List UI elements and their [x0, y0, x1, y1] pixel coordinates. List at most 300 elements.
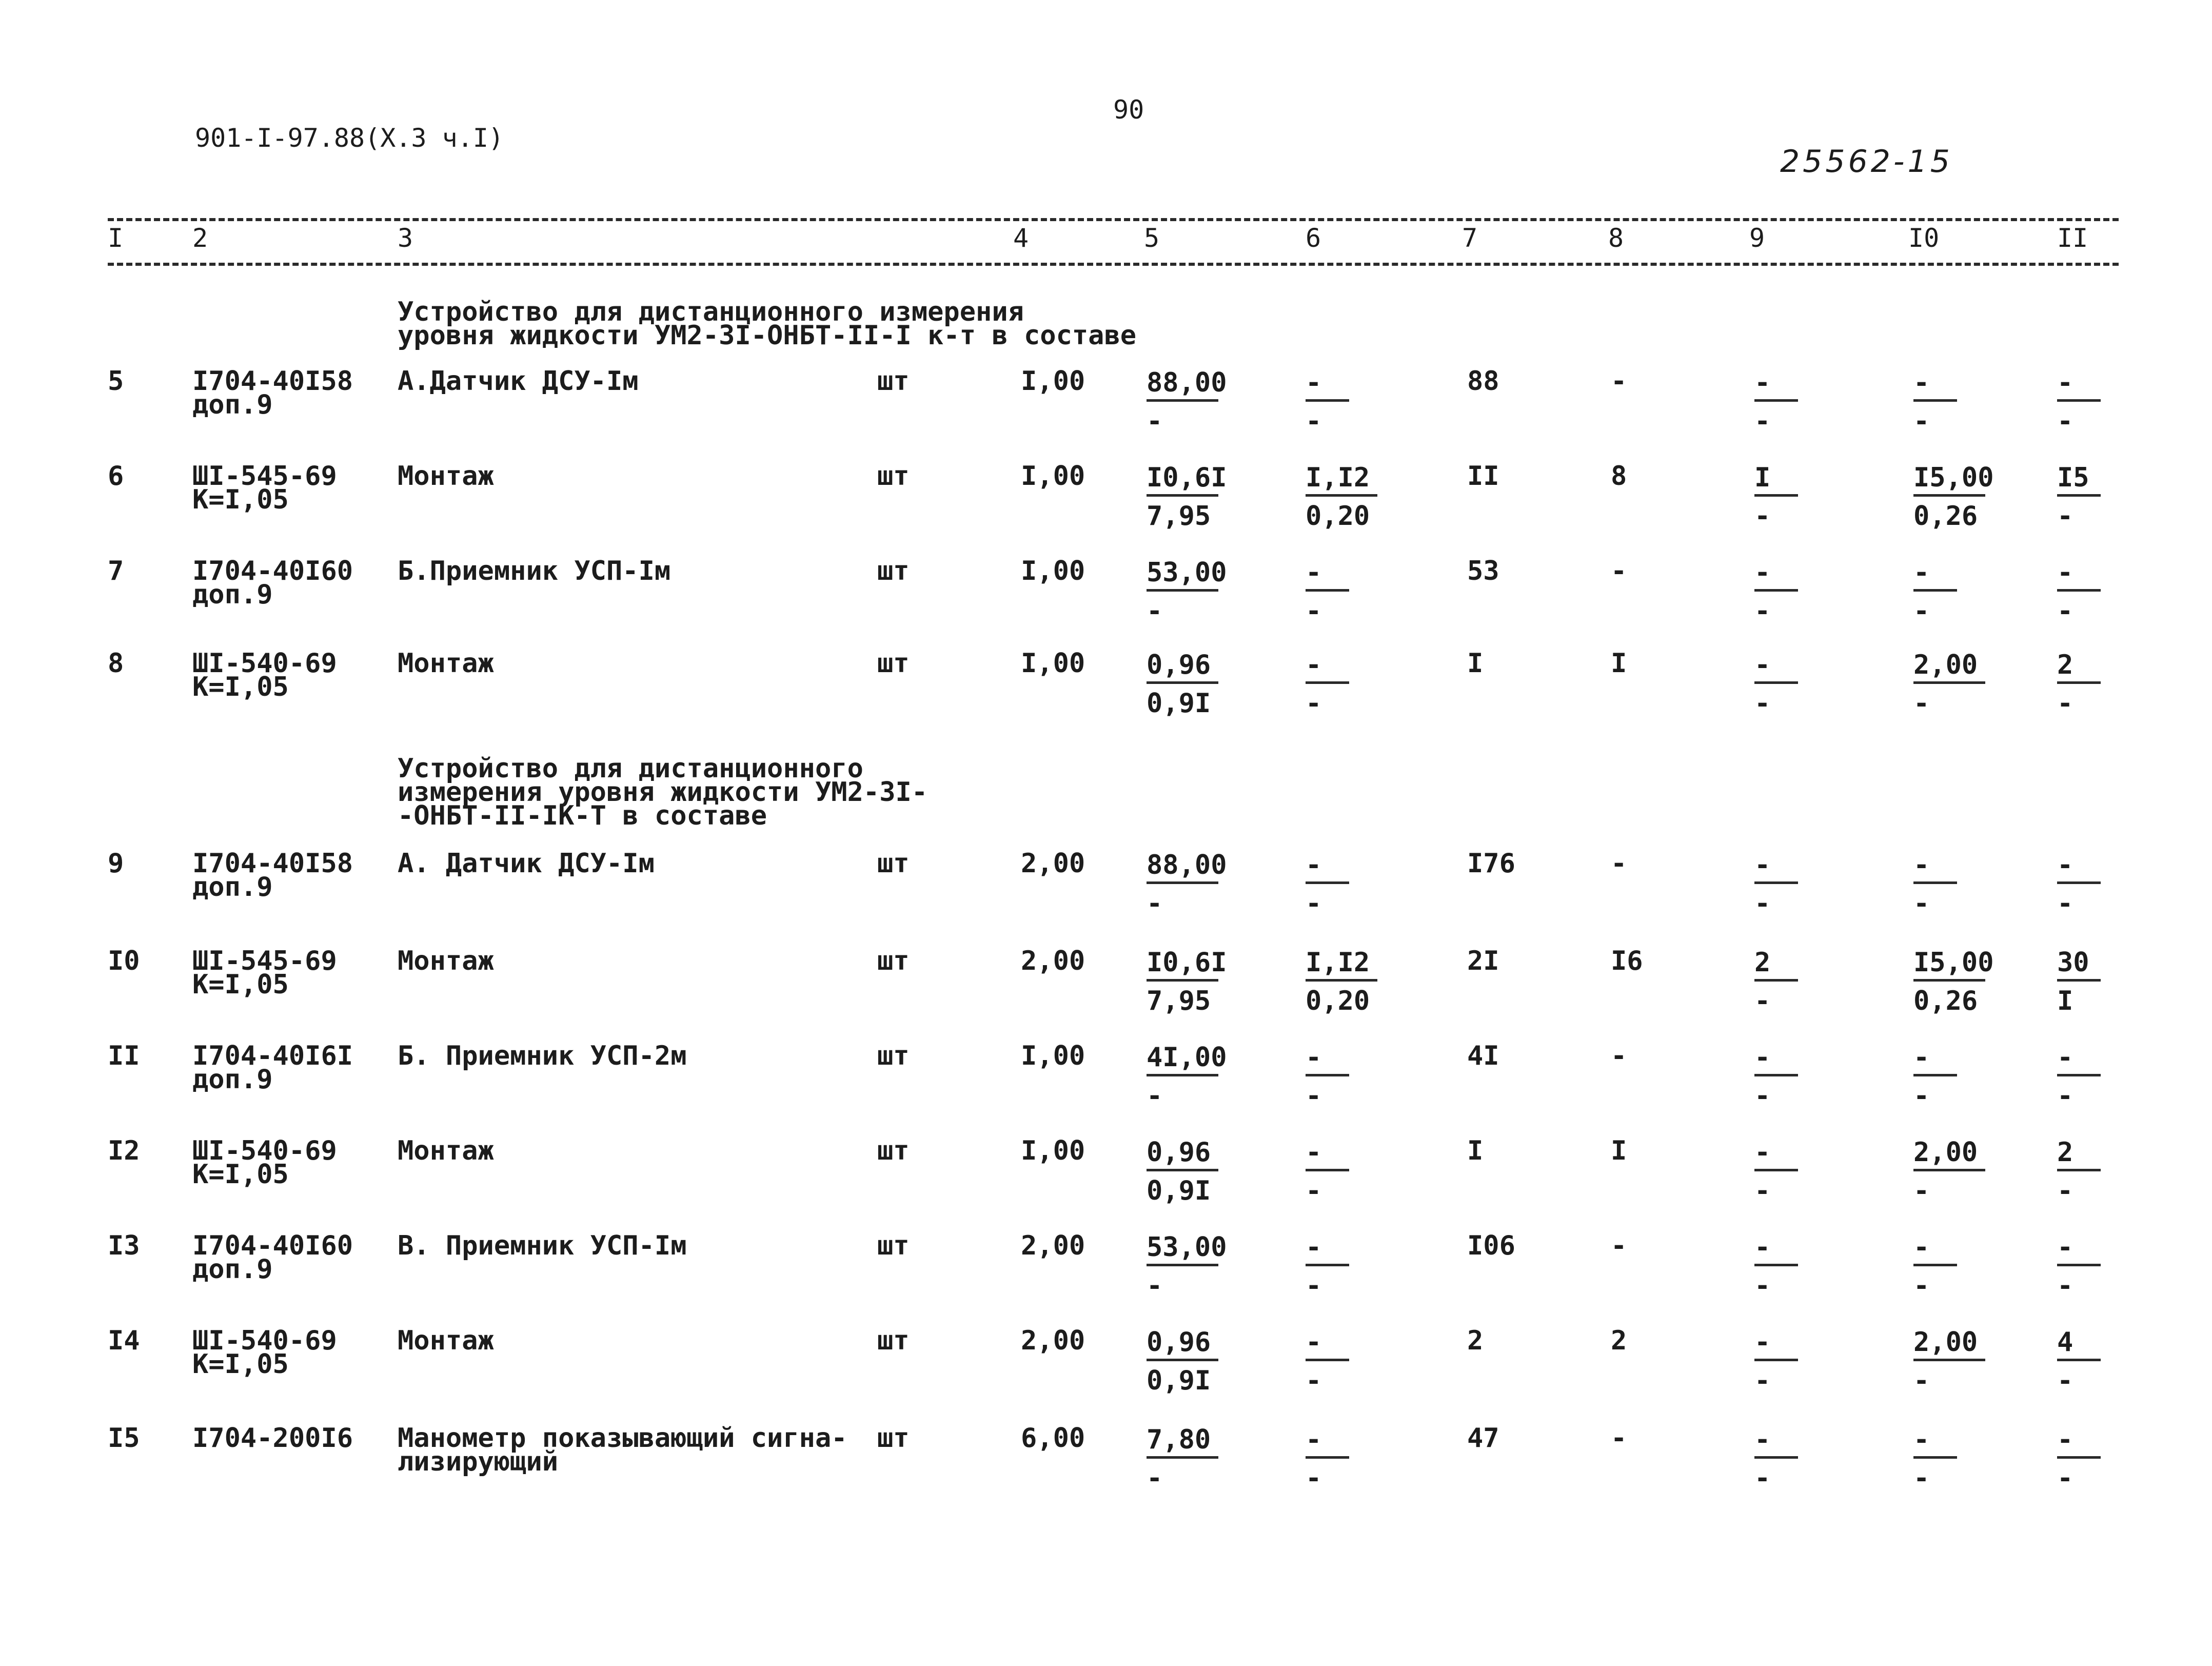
fraction-c6	[1306, 559, 1349, 624]
c10-denominator: -	[1913, 1463, 1930, 1494]
fraction-c6	[1306, 1234, 1349, 1299]
c5-numerator: 88,00	[1147, 850, 1227, 880]
fraction-c6	[1306, 852, 1349, 917]
header-rule-bottom	[108, 263, 2119, 266]
fraction-c10	[1913, 1234, 1957, 1299]
fraction-bar	[1147, 681, 1218, 684]
fraction-c11	[2057, 949, 2101, 1014]
c6-denominator: -	[1306, 688, 1322, 719]
c10-numerator: -	[1913, 557, 1930, 588]
fraction-bar	[1913, 1359, 1985, 1361]
fraction-c11	[2057, 1329, 2101, 1394]
fraction-c5	[1147, 559, 1227, 624]
column-number: 4	[1013, 223, 1029, 253]
fraction-c11	[2057, 1139, 2101, 1204]
c10-numerator: I5,00	[1913, 462, 1994, 493]
fraction-c5	[1147, 369, 1227, 435]
c11-numerator: -	[2057, 557, 2073, 588]
row-number: I4	[108, 1325, 140, 1356]
wages-total: -	[1611, 1041, 1627, 1071]
fraction-c10	[1913, 559, 1957, 624]
column-number: 5	[1144, 223, 1160, 253]
fraction-c6	[1306, 1329, 1349, 1394]
fraction-bar	[1913, 1169, 1985, 1171]
fraction-c9	[1754, 652, 1798, 717]
c6-numerator: I,I2	[1306, 462, 1370, 493]
item-name: Монтаж	[398, 648, 494, 679]
fraction-c9	[1754, 1426, 1798, 1492]
fraction-bar	[1754, 589, 1798, 592]
c6-denominator: -	[1306, 888, 1322, 919]
c5-denominator: 0,9I	[1147, 1365, 1211, 1396]
fraction-bar	[2057, 1264, 2101, 1266]
c11-denominator: -	[2057, 1081, 2073, 1111]
fraction-bar	[2057, 399, 2101, 402]
column-number: 3	[398, 223, 413, 253]
c10-numerator: -	[1913, 850, 1930, 880]
fraction-c9	[1754, 1234, 1798, 1299]
c6-denominator: -	[1306, 1175, 1322, 1206]
total-cost: 2	[1467, 1325, 1484, 1356]
fraction-c6	[1306, 949, 1377, 1014]
c5-numerator: 0,96	[1147, 650, 1211, 680]
fraction-bar	[1306, 979, 1377, 982]
fraction-bar	[1306, 494, 1377, 497]
c9-denominator: -	[1754, 596, 1771, 626]
item-name: Манометр показывающий сигна- лизирующий	[398, 1423, 847, 1477]
fraction-bar	[1147, 881, 1218, 884]
fraction-bar	[2057, 1169, 2101, 1171]
fraction-c9	[1754, 559, 1798, 624]
fraction-bar	[1754, 494, 1798, 497]
fraction-bar	[1913, 399, 1957, 402]
c6-denominator: -	[1306, 1365, 1322, 1396]
c10-numerator: -	[1913, 1424, 1930, 1455]
column-number: 8	[1608, 223, 1624, 253]
c11-numerator: I5	[2057, 462, 2089, 493]
resource-code: I704-40I60 доп.9	[192, 556, 353, 610]
fraction-bar	[1913, 589, 1957, 592]
total-cost: 4I	[1467, 1041, 1499, 1071]
c6-denominator: -	[1306, 596, 1322, 626]
fraction-c5	[1147, 1329, 1218, 1394]
fraction-c10	[1913, 1139, 1985, 1204]
unit: шт	[877, 1041, 910, 1071]
c5-denominator: 7,95	[1147, 986, 1211, 1016]
resource-code: ШI-540-69 К=I,05	[192, 1325, 337, 1380]
section-heading: Устройство для дистанционного измерения уровня жидкости УМ2-3I-ОНБТ-II-I к-т в составе	[398, 297, 1137, 351]
c6-numerator: -	[1306, 1232, 1322, 1263]
page-number: 90	[1113, 95, 1144, 125]
wages-total: 8	[1611, 461, 1627, 492]
c11-denominator: -	[2057, 1175, 2073, 1206]
fraction-bar	[2057, 589, 2101, 592]
c6-numerator: -	[1306, 1042, 1322, 1073]
c5-denominator: 7,95	[1147, 501, 1211, 532]
quantity: I,00	[1021, 366, 1085, 397]
c6-denominator: -	[1306, 1270, 1322, 1301]
fraction-c11	[2057, 559, 2101, 624]
row-number: I5	[108, 1423, 140, 1454]
fraction-bar	[1147, 589, 1218, 592]
quantity: I,00	[1021, 461, 1085, 492]
resource-code: I704-40I58 доп.9	[192, 848, 353, 903]
fraction-c6	[1306, 369, 1349, 435]
c11-numerator: 2	[2057, 1137, 2073, 1168]
c5-numerator: I0,6I	[1147, 462, 1227, 493]
unit: шт	[877, 848, 910, 879]
c10-numerator: 2,00	[1913, 1137, 1978, 1168]
fraction-c11	[2057, 1044, 2101, 1109]
unit: шт	[877, 1325, 910, 1356]
row-number: I2	[108, 1135, 140, 1166]
resource-code: ШI-540-69 К=I,05	[192, 1135, 337, 1190]
c11-denominator: -	[2057, 1463, 2073, 1494]
c6-numerator: -	[1306, 1137, 1322, 1168]
document-code: 901-I-97.88(X.3 ч.I)	[195, 123, 504, 153]
c5-denominator: -	[1147, 1270, 1163, 1301]
fraction-c10	[1913, 1044, 1957, 1109]
c9-numerator: -	[1754, 1137, 1771, 1168]
fraction-bar	[2057, 881, 2101, 884]
c10-denominator: -	[1913, 1081, 1930, 1111]
item-name: Монтаж	[398, 1325, 494, 1356]
c5-denominator: -	[1147, 1463, 1163, 1494]
resource-code: ШI-540-69 К=I,05	[192, 648, 337, 702]
fraction-c10	[1913, 1426, 1957, 1492]
fraction-c5	[1147, 1426, 1218, 1492]
column-number: 2	[192, 223, 208, 253]
fraction-c6	[1306, 1139, 1349, 1204]
quantity: 2,00	[1021, 946, 1085, 976]
c11-denominator: -	[2057, 1365, 2073, 1396]
c11-numerator: -	[2057, 1424, 2073, 1455]
fraction-bar	[1147, 1169, 1218, 1171]
c11-numerator: 30	[2057, 947, 2089, 978]
c10-denominator: -	[1913, 1175, 1930, 1206]
fraction-c5	[1147, 1044, 1227, 1109]
resource-code: I704-40I6I доп.9	[192, 1041, 353, 1095]
fraction-bar	[1306, 1359, 1349, 1361]
fraction-c9	[1754, 852, 1798, 917]
fraction-c11	[2057, 652, 2101, 717]
c6-numerator: -	[1306, 1424, 1322, 1455]
fraction-c6	[1306, 1044, 1349, 1109]
fraction-bar	[1913, 1264, 1957, 1266]
quantity: I,00	[1021, 556, 1085, 586]
fraction-c6	[1306, 652, 1349, 717]
c6-denominator: 0,20	[1306, 501, 1370, 532]
quantity: I,00	[1021, 1041, 1085, 1071]
fraction-c6	[1306, 464, 1377, 530]
fraction-bar	[1754, 979, 1798, 982]
fraction-c10	[1913, 949, 1994, 1014]
c9-numerator: I	[1754, 462, 1771, 493]
c5-denominator: -	[1147, 406, 1163, 437]
c10-denominator: 0,26	[1913, 986, 1978, 1016]
fraction-c10	[1913, 369, 1957, 435]
unit: шт	[877, 556, 910, 586]
c9-numerator: -	[1754, 557, 1771, 588]
c5-denominator: -	[1147, 596, 1163, 626]
c10-denominator: -	[1913, 1365, 1930, 1396]
c9-denominator: -	[1754, 688, 1771, 719]
c5-numerator: 7,80	[1147, 1424, 1211, 1455]
row-number: 8	[108, 648, 124, 679]
quantity: 2,00	[1021, 1230, 1085, 1261]
total-cost: I06	[1467, 1230, 1515, 1261]
resource-code: ШI-545-69 К=I,05	[192, 946, 337, 1000]
wages-total: -	[1611, 848, 1627, 879]
section-heading: Устройство для дистанционного измерения уровня жидкости УМ2-3I- -ОНБТ-II-IК-Т в составе	[398, 753, 928, 831]
c11-numerator: 4	[2057, 1327, 2073, 1358]
fraction-c11	[2057, 1426, 2101, 1492]
fraction-bar	[1306, 1456, 1349, 1459]
fraction-bar	[1306, 1074, 1349, 1076]
fraction-bar	[1306, 1169, 1349, 1171]
fraction-c5	[1147, 852, 1227, 917]
fraction-bar	[1913, 1074, 1957, 1076]
c6-denominator: -	[1306, 1081, 1322, 1111]
fraction-c5	[1147, 652, 1218, 717]
fraction-bar	[2057, 979, 2101, 982]
total-cost: 53	[1467, 556, 1499, 586]
fraction-c5	[1147, 1234, 1227, 1299]
fraction-bar	[1147, 494, 1218, 497]
fraction-c6	[1306, 1426, 1349, 1492]
fraction-bar	[2057, 681, 2101, 684]
total-cost: II	[1467, 461, 1499, 492]
fraction-c10	[1913, 652, 1985, 717]
fraction-c9	[1754, 1044, 1798, 1109]
wages-total: 2	[1611, 1325, 1627, 1356]
c5-denominator: -	[1147, 888, 1163, 919]
fraction-bar	[1754, 1456, 1798, 1459]
unit: шт	[877, 946, 910, 976]
c6-numerator: -	[1306, 557, 1322, 588]
c11-numerator: 2	[2057, 650, 2073, 680]
c9-numerator: -	[1754, 367, 1771, 398]
quantity: 6,00	[1021, 1423, 1085, 1454]
column-number: II	[2057, 223, 2088, 253]
c5-denominator: 0,9I	[1147, 1175, 1211, 1206]
fraction-bar	[2057, 1359, 2101, 1361]
c9-denominator: -	[1754, 1081, 1771, 1111]
fraction-bar	[1147, 1074, 1218, 1076]
fraction-c9	[1754, 1329, 1798, 1394]
c10-numerator: -	[1913, 1232, 1930, 1263]
fraction-c11	[2057, 464, 2101, 530]
c11-denominator: I	[2057, 986, 2073, 1016]
unit: шт	[877, 1230, 910, 1261]
c9-denominator: -	[1754, 1365, 1771, 1396]
archive-number: 25562-15	[1780, 144, 1953, 180]
c5-numerator: 53,00	[1147, 1232, 1227, 1263]
c5-numerator: 53,00	[1147, 557, 1227, 588]
quantity: I,00	[1021, 1135, 1085, 1166]
c10-numerator: -	[1913, 367, 1930, 398]
c6-numerator: -	[1306, 850, 1322, 880]
fraction-bar	[1913, 681, 1985, 684]
wages-total: -	[1611, 366, 1627, 397]
fraction-bar	[2057, 494, 2101, 497]
c6-numerator: -	[1306, 367, 1322, 398]
quantity: I,00	[1021, 648, 1085, 679]
item-name: Б.Приемник УСП-Iм	[398, 556, 671, 586]
fraction-bar	[1913, 881, 1957, 884]
quantity: 2,00	[1021, 1325, 1085, 1356]
column-number: I0	[1908, 223, 1940, 253]
unit: шт	[877, 461, 910, 492]
c10-numerator: I5,00	[1913, 947, 1994, 978]
c10-numerator: 2,00	[1913, 1327, 1978, 1358]
fraction-bar	[2057, 1074, 2101, 1076]
fraction-bar	[1754, 881, 1798, 884]
c9-numerator: -	[1754, 1232, 1771, 1263]
item-name: Монтаж	[398, 1135, 494, 1166]
c6-denominator: 0,20	[1306, 986, 1370, 1016]
header-rule-top	[108, 218, 2119, 221]
c5-numerator: 88,00	[1147, 367, 1227, 398]
c10-denominator: -	[1913, 406, 1930, 437]
fraction-bar	[1754, 681, 1798, 684]
total-cost: 2I	[1467, 946, 1499, 976]
item-name: Б. Приемник УСП-2м	[398, 1041, 687, 1071]
c9-numerator: -	[1754, 650, 1771, 680]
row-number: 9	[108, 848, 124, 879]
wages-total: -	[1611, 556, 1627, 586]
c11-numerator: -	[2057, 850, 2073, 880]
c11-denominator: -	[2057, 688, 2073, 719]
unit: шт	[877, 366, 910, 397]
c10-denominator: -	[1913, 1270, 1930, 1301]
wages-total: -	[1611, 1423, 1627, 1454]
fraction-bar	[1306, 881, 1349, 884]
fraction-bar	[1754, 1074, 1798, 1076]
fraction-c10	[1913, 1329, 1985, 1394]
fraction-bar	[1147, 399, 1218, 402]
row-number: I0	[108, 946, 140, 976]
fraction-c9	[1754, 464, 1798, 530]
total-cost: I	[1467, 648, 1484, 679]
c11-denominator: -	[2057, 501, 2073, 532]
total-cost: I	[1467, 1135, 1484, 1166]
item-name: Монтаж	[398, 946, 494, 976]
c6-numerator: -	[1306, 1327, 1322, 1358]
resource-code: I704-200I6	[192, 1423, 353, 1454]
c11-denominator: -	[2057, 1270, 2073, 1301]
fraction-bar	[1754, 1264, 1798, 1266]
fraction-bar	[1913, 494, 1985, 497]
fraction-c9	[1754, 949, 1798, 1014]
c10-denominator: -	[1913, 888, 1930, 919]
fraction-c9	[1754, 1139, 1798, 1204]
total-cost: 47	[1467, 1423, 1499, 1454]
total-cost: 88	[1467, 366, 1499, 397]
item-name: В. Приемник УСП-Iм	[398, 1230, 687, 1261]
c10-denominator: -	[1913, 688, 1930, 719]
c11-denominator: -	[2057, 406, 2073, 437]
c5-numerator: 4I,00	[1147, 1042, 1227, 1073]
c11-numerator: -	[2057, 1042, 2073, 1073]
column-number: 9	[1749, 223, 1765, 253]
resource-code: I704-40I58 доп.9	[192, 366, 353, 420]
unit: шт	[877, 1135, 910, 1166]
c5-numerator: I0,6I	[1147, 947, 1227, 978]
c11-denominator: -	[2057, 596, 2073, 626]
c9-denominator: -	[1754, 501, 1771, 532]
column-number: I	[108, 223, 124, 253]
c5-numerator: 0,96	[1147, 1327, 1211, 1358]
fraction-bar	[1913, 1456, 1957, 1459]
fraction-c11	[2057, 852, 2101, 917]
c5-denominator: -	[1147, 1081, 1163, 1111]
fraction-c5	[1147, 949, 1227, 1014]
fraction-bar	[1306, 589, 1349, 592]
c5-denominator: 0,9I	[1147, 688, 1211, 719]
fraction-bar	[1306, 399, 1349, 402]
c9-denominator: -	[1754, 888, 1771, 919]
c10-denominator: 0,26	[1913, 501, 1978, 532]
c9-numerator: -	[1754, 1424, 1771, 1455]
fraction-bar	[1147, 1264, 1218, 1266]
c9-numerator: -	[1754, 1327, 1771, 1358]
row-number: 5	[108, 366, 124, 397]
c11-numerator: -	[2057, 367, 2073, 398]
c9-denominator: -	[1754, 986, 1771, 1016]
wages-total: -	[1611, 1230, 1627, 1261]
wages-total: I6	[1611, 946, 1643, 976]
fraction-c5	[1147, 1139, 1218, 1204]
c10-numerator: 2,00	[1913, 650, 1978, 680]
total-cost: I76	[1467, 848, 1515, 879]
resource-code: I704-40I60 доп.9	[192, 1230, 353, 1285]
c10-numerator: -	[1913, 1042, 1930, 1073]
c9-numerator: 2	[1754, 947, 1771, 978]
c9-denominator: -	[1754, 1463, 1771, 1494]
fraction-bar	[1306, 1264, 1349, 1266]
fraction-bar	[2057, 1456, 2101, 1459]
fraction-c10	[1913, 464, 1994, 530]
fraction-bar	[1147, 1359, 1218, 1361]
unit: шт	[877, 648, 910, 679]
row-number: 7	[108, 556, 124, 586]
c5-numerator: 0,96	[1147, 1137, 1211, 1168]
fraction-bar	[1147, 1456, 1218, 1459]
row-number: 6	[108, 461, 124, 492]
item-name: Монтаж	[398, 461, 494, 492]
column-number: 7	[1462, 223, 1478, 253]
fraction-bar	[1306, 681, 1349, 684]
c9-numerator: -	[1754, 850, 1771, 880]
fraction-c9	[1754, 369, 1798, 435]
row-number: I3	[108, 1230, 140, 1261]
fraction-bar	[1754, 1359, 1798, 1361]
wages-total: I	[1611, 648, 1627, 679]
fraction-c5	[1147, 464, 1227, 530]
c6-numerator: -	[1306, 650, 1322, 680]
c9-denominator: -	[1754, 1175, 1771, 1206]
fraction-c11	[2057, 1234, 2101, 1299]
unit: шт	[877, 1423, 910, 1454]
wages-total: I	[1611, 1135, 1627, 1166]
quantity: 2,00	[1021, 848, 1085, 879]
c6-denominator: -	[1306, 1463, 1322, 1494]
resource-code: ШI-545-69 К=I,05	[192, 461, 337, 515]
c9-denominator: -	[1754, 1270, 1771, 1301]
fraction-bar	[1913, 979, 1985, 982]
fraction-c10	[1913, 852, 1957, 917]
